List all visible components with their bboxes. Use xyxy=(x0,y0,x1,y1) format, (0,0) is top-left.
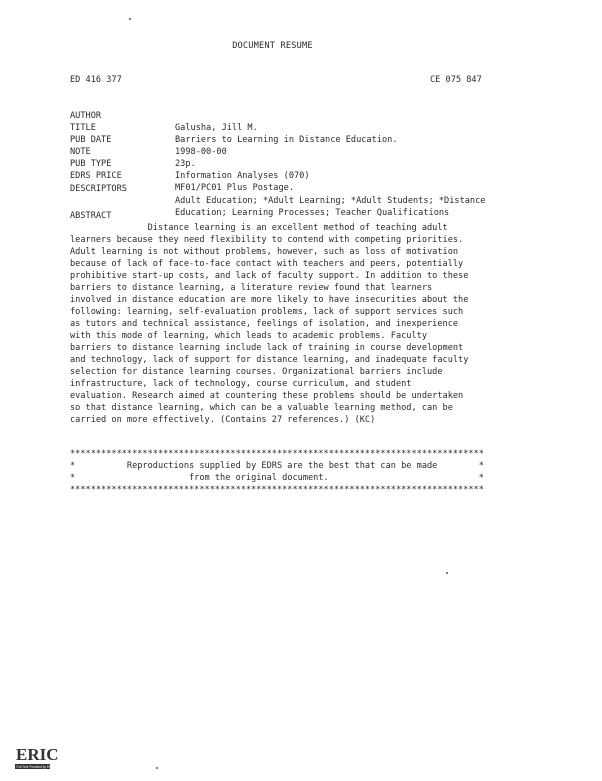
metadata-label: PUB DATE xyxy=(70,135,112,145)
ce-number: CE 075 847 xyxy=(430,75,482,85)
metadata-label: DESCRIPTORS xyxy=(70,184,127,194)
metadata-label: AUTHOR xyxy=(70,111,102,121)
metadata-label: TITLE xyxy=(70,123,96,133)
metadata-value: Galusha, Jill M. xyxy=(175,123,258,133)
metadata-value: Barriers to Learning in Distance Education. xyxy=(175,135,398,145)
metadata-label: NOTE xyxy=(70,147,91,157)
eric-logo-text: ERIC xyxy=(16,745,59,764)
metadata-value: 1998-00-00 xyxy=(175,147,227,157)
scan-speck xyxy=(156,767,158,769)
metadata-label: PUB TYPE xyxy=(70,159,112,169)
metadata-value: MF01/PC01 Plus Postage. xyxy=(175,183,294,193)
metadata-value: Adult Education; *Adult Learning; *Adult Students; *Distance Education; Learning Processes; Teacher Qualifications xyxy=(175,196,486,218)
reproduction-notice: ******************************************************************************** * Reproductions supplied by EDRS are the best that can be made * * from the original document. * ******************************************************************************** xyxy=(70,449,484,495)
metadata-label: EDRS PRICE xyxy=(70,171,122,181)
metadata-value: 23p. xyxy=(175,159,196,169)
scan-speck xyxy=(129,18,131,20)
eric-logo xyxy=(15,743,59,771)
scan-speck xyxy=(446,572,448,574)
abstract-body: Distance learning is an excellent method of teaching adult learners because they need flexibility to contend with competing priorities. Adult learning is not without problems, however, such as loss of motivation because of lack of face-to-face contact with teachers and peers, potentially prohibitive start-up costs, and lack of faculty support. In addition to these barriers to distance learning, a literature review found that learners involved in distance education are more likely to have insecurities about the following: learning, self-evaluation problems, lack of support services such as tutors and technical assistance, feelings of isolation, and inexperience with this mode of learning, which leads to academic problems. Faculty barriers to distance learning include lack of training in course development and technology, lack of support for distance learning, and inadequate faculty selection for distance learning courses. Organizational barriers include infrastructure, lack of technology, course curriculum, and student evaluation. Research aimed at countering these problems should be undertaken so that distance learning, which can be a valuable learning method, can be carried on more effectively. (Contains 27 references.) (KC) xyxy=(70,223,469,425)
document-title: DOCUMENT RESUME xyxy=(232,41,313,51)
abstract-heading: ABSTRACT xyxy=(70,211,112,221)
ed-number: ED 416 377 xyxy=(70,75,122,85)
metadata-value: Information Analyses (070) xyxy=(175,171,310,181)
eric-logo-subtext: Full Text Provided by ERIC xyxy=(16,765,55,769)
